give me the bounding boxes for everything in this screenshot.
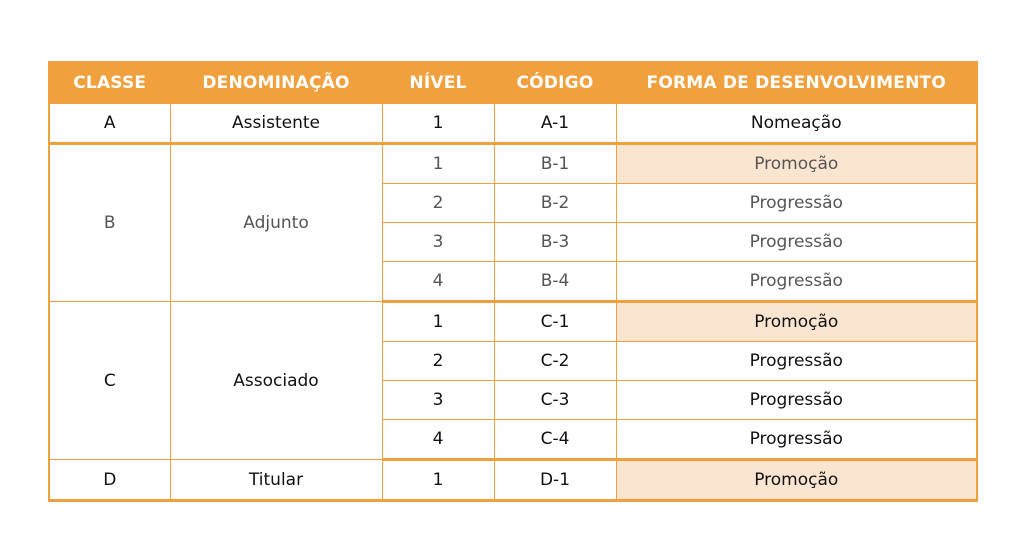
cell-nivel: 1 — [382, 104, 494, 144]
cell-forma: Progressão — [616, 262, 977, 302]
cell-nivel: 4 — [382, 420, 494, 460]
table-body — [49, 104, 977, 501]
cell-denominacao: Adjunto — [170, 144, 382, 302]
cell-codigo: B-1 — [494, 144, 616, 184]
table-row — [49, 144, 977, 184]
cell-forma: Progressão — [616, 381, 977, 420]
cell-codigo: D-1 — [494, 460, 616, 501]
cell-denominacao: Associado — [170, 302, 382, 460]
cell-codigo: C-1 — [494, 302, 616, 342]
header-codigo: CÓDIGO — [494, 62, 616, 104]
cell-forma: Nomeação — [616, 104, 977, 144]
table-row — [49, 104, 977, 144]
cell-forma: Progressão — [616, 184, 977, 223]
header-nivel: NÍVEL — [382, 62, 494, 104]
cell-classe: B — [49, 144, 170, 302]
cell-nivel: 1 — [382, 302, 494, 342]
cell-nivel: 1 — [382, 144, 494, 184]
header-row — [49, 62, 977, 104]
cell-codigo: C-3 — [494, 381, 616, 420]
cell-forma: Progressão — [616, 420, 977, 460]
cell-codigo: B-4 — [494, 262, 616, 302]
cell-codigo: C-2 — [494, 342, 616, 381]
table-row — [49, 302, 977, 342]
cell-codigo: A-1 — [494, 104, 616, 144]
cell-nivel: 2 — [382, 342, 494, 381]
cell-codigo: C-4 — [494, 420, 616, 460]
table-header — [49, 62, 977, 104]
cell-forma: Progressão — [616, 223, 977, 262]
cell-nivel: 3 — [382, 223, 494, 262]
cell-nivel: 2 — [382, 184, 494, 223]
career-table-container — [48, 61, 976, 502]
cell-classe: D — [49, 460, 170, 501]
header-classe: CLASSE — [49, 62, 170, 104]
cell-forma: Progressão — [616, 342, 977, 381]
cell-denominacao: Titular — [170, 460, 382, 501]
cell-classe: C — [49, 302, 170, 460]
cell-codigo: B-3 — [494, 223, 616, 262]
cell-forma: Promoção — [616, 144, 977, 184]
header-denominacao: DENOMINAÇÃO — [170, 62, 382, 104]
cell-forma: Promoção — [616, 460, 977, 501]
cell-nivel: 3 — [382, 381, 494, 420]
cell-nivel: 1 — [382, 460, 494, 501]
career-table — [48, 61, 978, 502]
table-row — [49, 460, 977, 501]
cell-forma: Promoção — [616, 302, 977, 342]
cell-nivel: 4 — [382, 262, 494, 302]
cell-denominacao: Assistente — [170, 104, 382, 144]
cell-classe: A — [49, 104, 170, 144]
cell-codigo: B-2 — [494, 184, 616, 223]
header-forma: FORMA DE DESENVOLVIMENTO — [616, 62, 977, 104]
